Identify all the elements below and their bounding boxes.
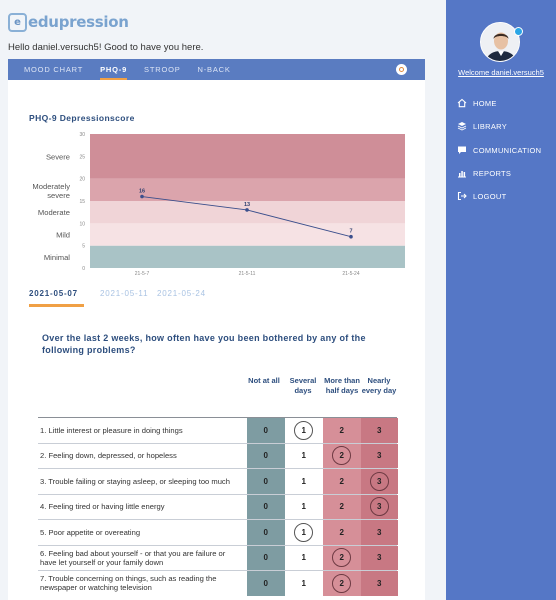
answer-value: 2 xyxy=(339,476,344,486)
answer-value: 1 xyxy=(301,578,306,588)
phq9-chart xyxy=(8,125,425,280)
table-row xyxy=(38,494,397,520)
table-row xyxy=(38,417,397,443)
table-row xyxy=(38,468,397,494)
chart-band xyxy=(90,223,405,245)
answer-value: 0 xyxy=(263,527,268,537)
band-label: Moderately severe xyxy=(32,181,70,200)
answer-value: 0 xyxy=(263,476,268,486)
col-head-nearly-every-day: Nearly every day xyxy=(361,376,397,395)
answer-option[interactable] xyxy=(285,495,323,520)
logout-icon xyxy=(457,191,467,201)
answer-value: 3 xyxy=(377,553,382,563)
y-tick-label: 5 xyxy=(82,243,85,250)
answer-option[interactable] xyxy=(361,444,399,469)
band-label: Mild xyxy=(56,230,70,240)
question-label: 4. Feeling tired or having little energy xyxy=(40,502,165,512)
answer-option[interactable] xyxy=(247,444,285,469)
answer-value: 0 xyxy=(263,451,268,461)
answer-value: 3 xyxy=(377,527,382,537)
date-tab-2[interactable]: 2021-05-11 xyxy=(100,289,149,298)
answer-option[interactable] xyxy=(285,469,323,494)
selected-answer: 1 xyxy=(294,523,313,542)
sidebar xyxy=(446,0,556,600)
chart-band xyxy=(90,179,405,201)
answer-value: 2 xyxy=(339,527,344,537)
x-tick-label: 21-5-7 xyxy=(134,271,150,277)
answer-option[interactable] xyxy=(323,444,361,469)
chart-title: PHQ-9 Depressionscore xyxy=(29,113,135,123)
answer-option[interactable] xyxy=(323,546,361,571)
chart-band xyxy=(90,246,405,268)
answer-option[interactable] xyxy=(247,546,285,571)
y-tick-label: 30 xyxy=(79,132,85,138)
band-label: Minimal xyxy=(43,252,70,262)
answer-option[interactable] xyxy=(323,571,361,596)
answer-option[interactable] xyxy=(323,418,361,443)
selected-answer: 2 xyxy=(332,574,351,593)
answer-value: 3 xyxy=(377,578,382,588)
nav-communication-label: COMMUNICATION xyxy=(473,145,542,155)
selected-answer: 3 xyxy=(370,472,389,491)
phq9-card xyxy=(8,80,425,600)
data-point xyxy=(349,235,353,239)
data-point xyxy=(245,208,249,212)
answer-option[interactable] xyxy=(285,571,323,596)
question-label: 6. Feeling bad about yourself - or that you are failure or have let yourself or your family down xyxy=(40,548,226,567)
answer-value: 1 xyxy=(301,451,306,461)
tab-phq9[interactable]: PHQ-9 xyxy=(100,59,127,80)
tab-n-back[interactable]: N-BACK xyxy=(197,65,231,74)
selected-answer: 2 xyxy=(332,548,351,567)
band-label: Severe xyxy=(45,152,70,162)
answer-option[interactable] xyxy=(323,495,361,520)
table-row xyxy=(38,545,397,571)
phq9-question: Over the last 2 weeks, how often have you been bothered by any of the following problems? xyxy=(42,333,366,355)
answer-option[interactable] xyxy=(247,469,285,494)
col-head-several-days: Several days xyxy=(289,376,317,395)
answer-table xyxy=(38,417,397,596)
table-row xyxy=(38,519,397,545)
home-icon xyxy=(457,98,467,108)
date-tab-indicator xyxy=(29,304,84,307)
selected-answer: 2 xyxy=(332,446,351,465)
selected-answer: 3 xyxy=(370,497,389,516)
answer-option[interactable] xyxy=(247,571,285,596)
data-label: 16 xyxy=(138,188,146,195)
answer-option[interactable] xyxy=(285,520,323,545)
tab-stroop[interactable]: STROOP xyxy=(144,65,181,74)
welcome-link[interactable]: Welcome daniel.versuch5 xyxy=(458,68,544,77)
brand-logo[interactable] xyxy=(8,12,129,32)
tab-mood-chart[interactable]: MOOD CHART xyxy=(24,65,84,74)
data-label: 13 xyxy=(243,201,251,208)
nav-library-label: LIBRARY xyxy=(473,121,508,131)
date-tab-1[interactable]: 2021-05-07 xyxy=(29,289,78,298)
layers-icon xyxy=(457,121,467,131)
logo-icon: e xyxy=(8,13,27,32)
chat-icon xyxy=(457,145,467,155)
question-label: 5. Poor appetite or overeating xyxy=(40,527,141,537)
nav-reports[interactable] xyxy=(457,168,511,178)
question-label: 7. Trouble concerning on things, such as reading the newspaper or watching television xyxy=(40,574,217,593)
answer-value: 1 xyxy=(301,502,306,512)
answer-option[interactable] xyxy=(285,546,323,571)
answer-option[interactable] xyxy=(361,520,399,545)
y-tick-label: 10 xyxy=(79,221,85,228)
greeting-text: Hello daniel.versuch5! Good to have you here. xyxy=(8,42,204,53)
x-tick-label: 21-5-24 xyxy=(342,271,360,277)
y-tick-label: 20 xyxy=(79,176,85,183)
answer-value: 0 xyxy=(263,502,268,512)
data-label: 7 xyxy=(349,228,353,235)
nav-reports-label: REPORTS xyxy=(473,168,512,178)
date-tab-3[interactable]: 2021-05-24 xyxy=(157,289,206,298)
answer-option[interactable] xyxy=(285,444,323,469)
module-tabs xyxy=(8,59,425,80)
nav-logout[interactable] xyxy=(457,191,506,201)
answer-option[interactable] xyxy=(323,520,361,545)
x-tick-label: 21-5-11 xyxy=(238,271,256,277)
question-label: 2. Feeling down, depressed, or hopeless xyxy=(40,451,177,461)
answer-option[interactable] xyxy=(285,418,323,443)
answer-option[interactable] xyxy=(247,520,285,545)
question-label: 3. Trouble failing or staying asleep, or sleeping too much xyxy=(40,476,230,486)
answer-value: 2 xyxy=(339,425,344,435)
y-tick-label: 0 xyxy=(82,266,85,272)
table-row xyxy=(38,570,397,596)
table-row xyxy=(38,443,397,469)
answer-value: 0 xyxy=(263,553,268,563)
answer-option[interactable] xyxy=(361,469,399,494)
nav-communication[interactable] xyxy=(457,145,541,155)
answer-option[interactable] xyxy=(247,495,285,520)
answer-option[interactable] xyxy=(361,571,399,596)
answer-value: 3 xyxy=(377,425,382,435)
verified-icon xyxy=(514,27,523,36)
record-icon[interactable] xyxy=(396,64,407,75)
band-label: Moderate xyxy=(37,208,70,218)
chart-band xyxy=(90,134,405,179)
answer-option[interactable] xyxy=(247,418,285,443)
answer-option[interactable] xyxy=(323,469,361,494)
col-head-more-than-half: More than half days xyxy=(324,376,360,395)
answer-value: 0 xyxy=(263,425,268,435)
y-tick-label: 25 xyxy=(79,154,85,161)
answer-option[interactable] xyxy=(361,546,399,571)
selected-answer: 1 xyxy=(294,421,313,440)
answer-value: 2 xyxy=(339,502,344,512)
question-label: 1. Little interest or pleasure in doing things xyxy=(40,425,183,435)
answer-value: 3 xyxy=(377,451,382,461)
answer-option[interactable] xyxy=(361,418,399,443)
nav-logout-label: LOGOUT xyxy=(473,191,507,201)
nav-home[interactable] xyxy=(457,98,497,108)
col-head-not-at-all: Not at all xyxy=(248,376,280,385)
data-point xyxy=(140,195,144,199)
bar-chart-icon xyxy=(457,168,467,178)
answer-value: 1 xyxy=(301,553,306,563)
nav-home-label: HOME xyxy=(473,98,497,108)
y-tick-label: 15 xyxy=(79,199,85,205)
answer-value: 0 xyxy=(263,578,268,588)
nav-library[interactable] xyxy=(457,121,507,131)
brand-name: edupression xyxy=(28,13,129,31)
answer-option[interactable] xyxy=(361,495,399,520)
answer-value: 1 xyxy=(301,476,306,486)
